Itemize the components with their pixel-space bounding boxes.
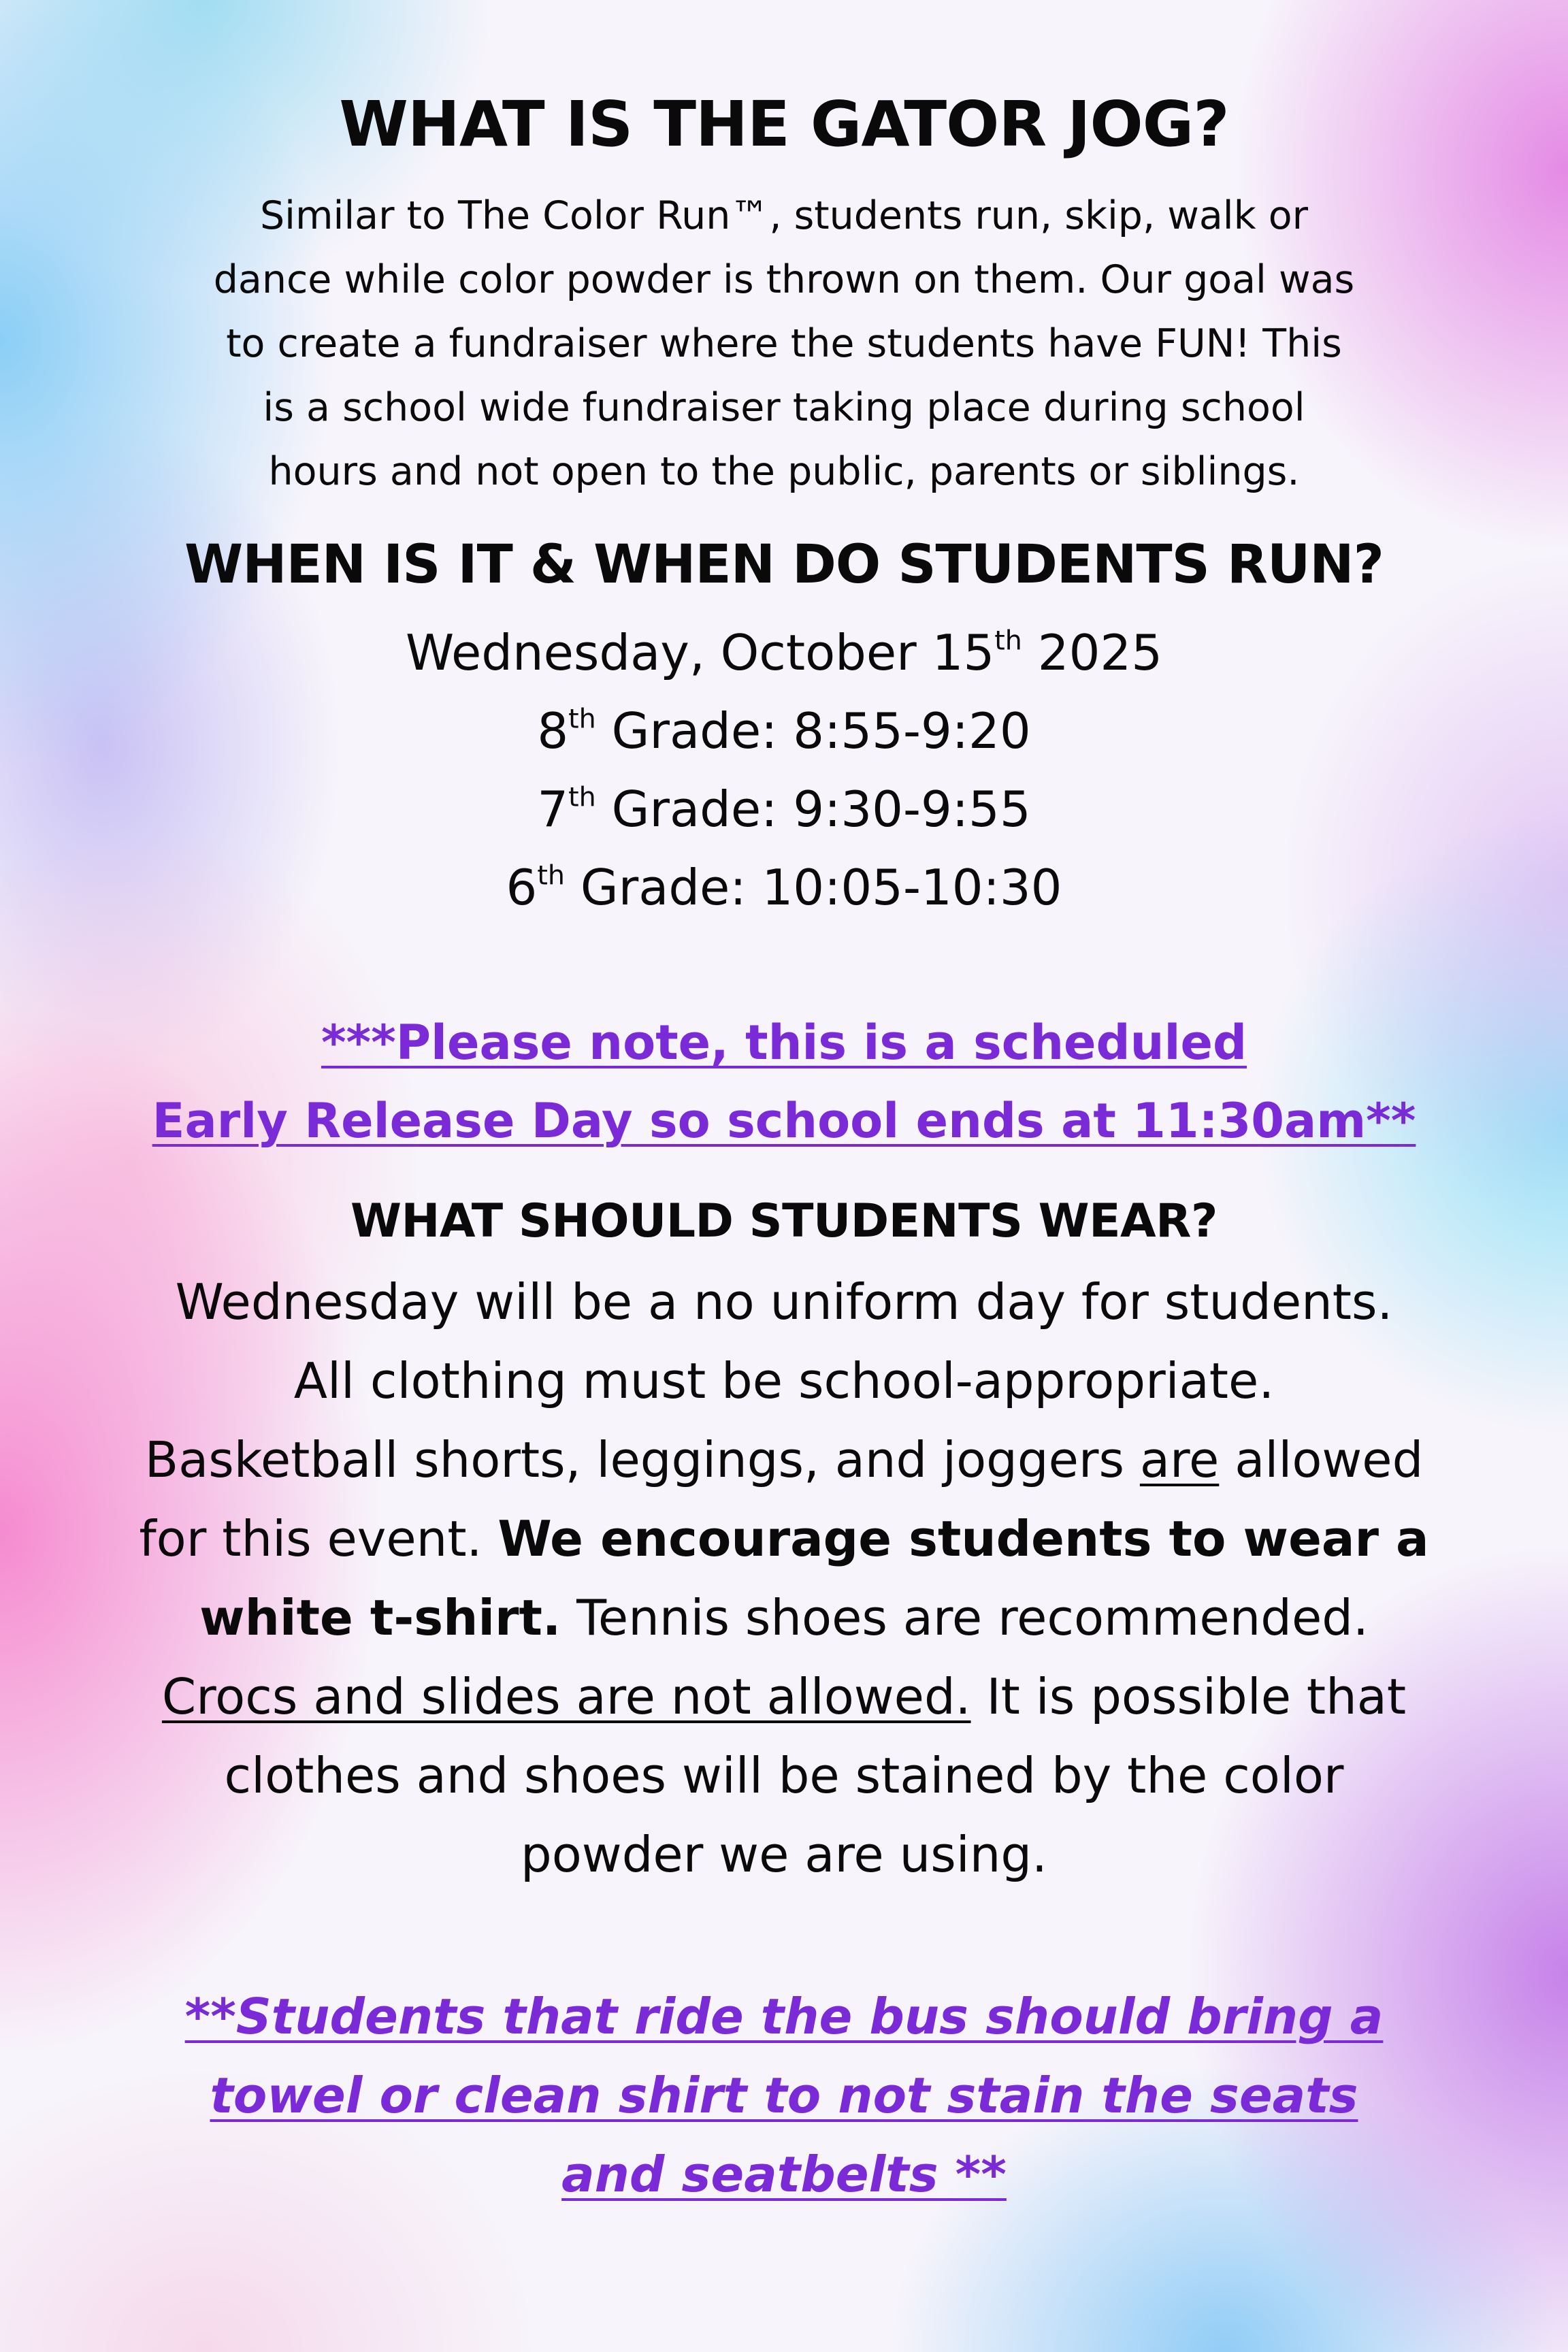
early-release-note	[41, 1004, 1527, 1160]
description-line: to create a fundraiser where the students have FUN! This	[226, 321, 1342, 366]
schedule-row-6th: 6th Grade: 10:05-10:30	[506, 859, 1062, 916]
schedule-row-7th: 7th Grade: 9:30-9:55	[537, 781, 1031, 838]
wear-line: for this event. We encourage students to wear a	[139, 1510, 1429, 1567]
wear-line: Wednesday will be a no uniform day for students.	[175, 1273, 1393, 1330]
description-line: dance while color powder is thrown on them. Our goal was	[213, 257, 1355, 302]
description-line: hours and not open to the public, parents or siblings.	[268, 449, 1300, 494]
description-line: is a school wide fundraiser taking place during school	[263, 385, 1305, 430]
bus-note-line: and seatbelts **	[561, 2146, 1007, 2203]
wear-line: powder we are using.	[521, 1826, 1047, 1883]
white-shirt-emphasis: white t-shirt.	[199, 1589, 561, 1646]
wear-line: white t-shirt. Tennis shoes are recommended.	[199, 1589, 1369, 1646]
run-schedule	[41, 614, 1527, 927]
gator-jog-description	[41, 184, 1527, 504]
schedule-row-8th: 8th Grade: 8:55-9:20	[537, 702, 1031, 760]
white-shirt-emphasis: We encourage students to wear a	[497, 1510, 1429, 1567]
bus-note-line: towel or clean shirt to not stain the seats	[210, 2067, 1358, 2124]
bus-riders-note	[41, 1977, 1527, 2214]
note-line: Early Release Day so school ends at 11:30am**	[152, 1093, 1416, 1149]
when-heading: WHEN IS IT & WHEN DO STUDENTS RUN?	[184, 534, 1384, 595]
note-line: ***Please note, this is a scheduled	[321, 1015, 1247, 1071]
bus-note-line: **Students that ride the bus should bring a	[184, 1988, 1384, 2045]
gator-jog-heading: WHAT IS THE GATOR JOG?	[339, 88, 1229, 161]
are-underlined: are	[1139, 1431, 1220, 1488]
crocs-not-allowed: Crocs and slides are not allowed.	[161, 1668, 971, 1725]
event-date: Wednesday, October 15th 2025	[406, 624, 1162, 681]
wear-line: All clothing must be school-appropriate.	[293, 1352, 1275, 1409]
wear-description	[41, 1262, 1527, 1894]
wear-line: Basketball shorts, leggings, and joggers are allowed	[144, 1431, 1424, 1488]
wear-line: clothes and shoes will be stained by the color	[224, 1747, 1344, 1804]
wear-heading: WHAT SHOULD STUDENTS WEAR?	[350, 1194, 1218, 1248]
description-line: Similar to The Color Run™, students run, skip, walk or	[259, 193, 1309, 238]
wear-line: Crocs and slides are not allowed. It is possible that	[161, 1668, 1407, 1725]
